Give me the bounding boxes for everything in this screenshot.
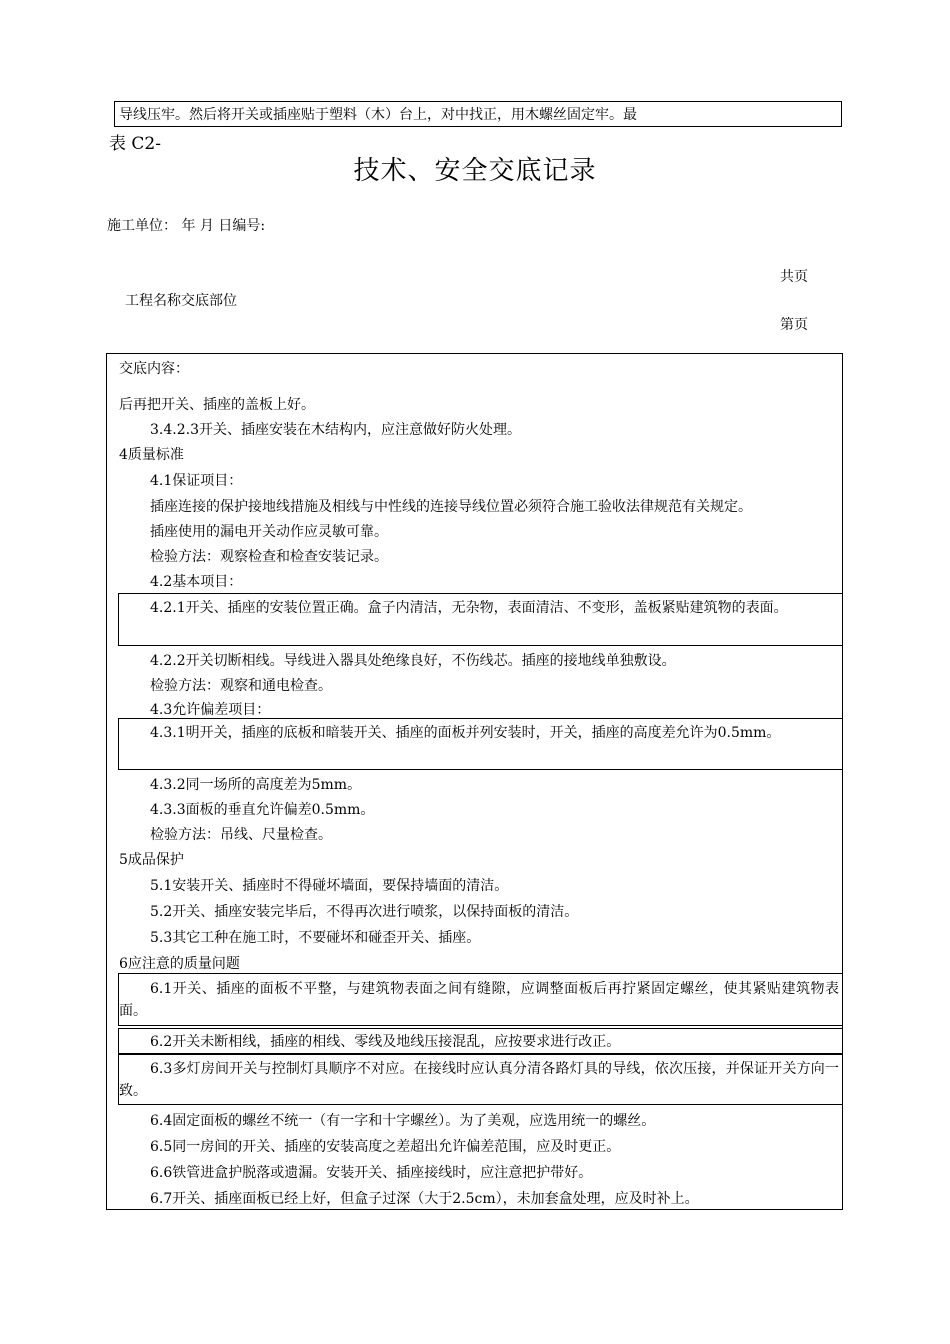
content-line: 检验方法：吊线、尺量检查。 [150,827,332,843]
continuation-text: 导线压牢。然后将开关或插座贴于塑料（木）台上，对中找正，用木螺丝固定牢。最 [119,107,637,123]
page-number: 第页 [780,317,808,333]
content-line: 6.7开关、插座面板已经上好，但盒子过深（大于2.5cm），未加套盒处理，应及时补上。 [150,1191,699,1207]
content-line: 4.3.1明开关，插座的底板和暗装开关、插座的面板并列安装时，开关，插座的高度差允许为0.5mm。 [150,725,781,741]
content-line: 6.2开关未断相线，插座的相线、零线及地线压接混乱，应按要求进行改正。 [150,1034,621,1050]
content-line: 4.3允许偏差项目： [150,702,271,718]
content-line: 5.2开关、插座安装完毕后，不得再次进行喷浆，以保持面板的清洁。 [150,904,579,920]
content-line: 插座连接的保护接地线措施及相线与中性线的连接导线位置必须符合施工验收法律规范有关规定。 [150,499,752,515]
content-line: 4.2.2开关切断相线。导线进入器具处绝缘良好，不伤线芯。插座的接地线单独敷设。 [150,653,676,669]
content-line: 后再把开关、插座的盖板上好。 [119,397,315,413]
content-line: 检验方法：观察检查和检查安装记录。 [150,549,388,565]
total-pages: 共页 [780,269,808,285]
content-line: 4.1保证项目： [150,473,243,489]
project-line: 工程名称交底部位 [125,293,237,309]
content-line: 4.3.2同一场所的高度差为5mm。 [150,777,362,793]
content-line: 检验方法：观察和通电检查。 [150,678,332,694]
section-heading: 6应注意的质量问题 [119,956,240,972]
form-code: 表 C2- [109,134,161,154]
content-line: 6.4固定面板的螺丝不统一（有一字和十字螺丝）。为了美观，应选用统一的螺丝。 [150,1113,656,1129]
content-line: 6.1开关、插座的面板不平整，与建筑物表面之间有缝隙，应调整面板后再拧紧固定螺丝，使其紧贴建筑物表面。 [119,981,839,1019]
content-line: 6.3多灯房间开关与控制灯具顺序不对应。在接线时应认真分清各路灯具的导线，依次压接，并保证开关方向一致。 [119,1061,839,1099]
section-heading: 4质量标准 [119,447,184,463]
section-heading: 5成品保护 [119,852,184,868]
content-line: 5.1安装开关、插座时不得碰坏墙面，要保持墙面的清洁。 [150,878,509,894]
content-line: 6.5同一房间的开关、插座的安装高度之差超出允许偏差范围，应及时更正。 [150,1139,621,1155]
content-line: 4.2基本项目： [150,574,243,590]
content-line: 3.4.2.3开关、插座安装在木结构内，应注意做好防火处理。 [150,422,521,438]
content-line: 4.2.1开关、插座的安装位置正确。盒子内清洁，无杂物，表面清洁、不变形，盖板紧贴建筑物的表面。 [150,600,788,616]
document-title: 技术、安全交底记录 [353,156,597,186]
content-line: 插座使用的漏电开关动作应灵敏可靠。 [150,524,388,540]
content-line: 6.6铁管进盒护脱落或遗漏。安装开关、插座接线时，应注意把护带好。 [150,1165,593,1181]
unit-line: 施工单位： 年 月 日编号: [107,218,266,234]
content-line: 4.3.3面板的垂直允许偏差0.5mm。 [150,802,375,818]
content-label: 交底内容： [119,361,189,377]
content-line: 5.3其它工种在施工时，不要碰坏和碰歪开关、插座。 [150,930,481,946]
